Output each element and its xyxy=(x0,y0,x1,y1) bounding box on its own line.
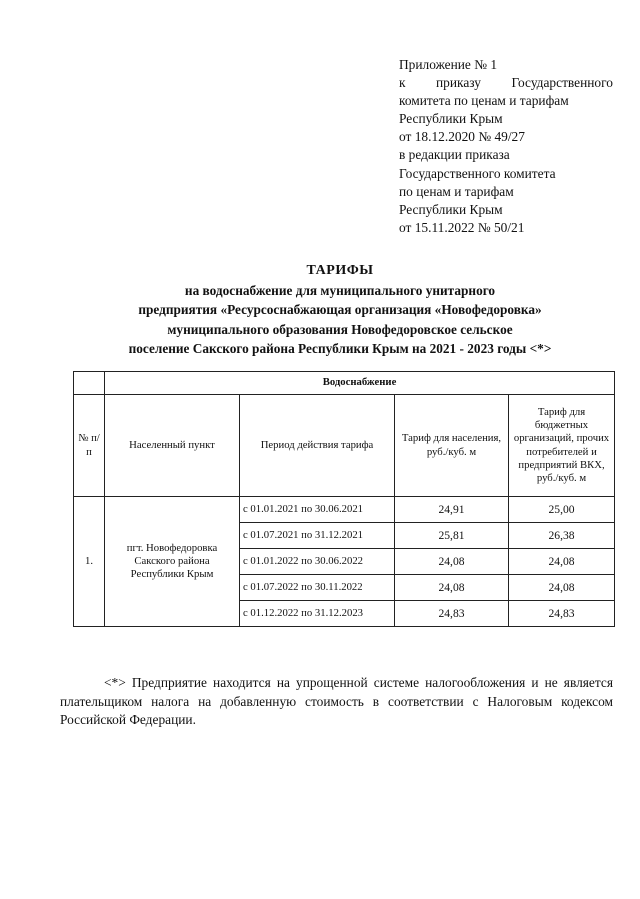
settlement-name: пгт. Новофедоровка Сакского района Республики Крым xyxy=(105,497,240,627)
budget-tariff-cell: 24,08 xyxy=(509,575,615,601)
table-header-row xyxy=(74,395,615,497)
title-line: предприятия «Ресурсоснабжающая организация «Новофедоровка» xyxy=(138,302,542,318)
population-tariff-cell: 25,81 xyxy=(395,523,509,549)
budget-tariff-cell: 24,83 xyxy=(509,601,615,627)
period-cell: с 01.12.2022 по 31.12.2023 xyxy=(240,601,395,627)
footnote: <*> Предприятие находится на упрощенной системе налогообложения и не является плательщиком налога на добавленную стоимость в соответствии с Налоговым кодексом Российской Федерации. xyxy=(60,675,613,727)
header-period: Период действия тарифа xyxy=(240,395,395,497)
population-tariff-cell: 24,91 xyxy=(395,497,509,523)
appendix-line: Государственного комитета xyxy=(399,165,556,181)
title-line: муниципального образования Новофедоровское сельское xyxy=(167,321,513,337)
title-line: поселение Сакского района Республики Крым на 2021 - 2023 годы <*> xyxy=(128,341,552,357)
header-place: Населенный пункт xyxy=(105,395,240,497)
period-cell: с 01.07.2021 по 31.12.2021 xyxy=(240,523,395,549)
tariffs-table xyxy=(73,371,615,627)
appendix-line: Республики Крым xyxy=(399,111,503,127)
appendix-line: от 18.12.2020 № 49/27 xyxy=(399,129,525,145)
budget-tariff-cell: 25,00 xyxy=(509,497,615,523)
budget-tariff-cell: 26,38 xyxy=(509,523,615,549)
appendix-block xyxy=(399,56,613,237)
table-row xyxy=(74,497,615,523)
appendix-line: к приказу Государственного xyxy=(399,75,613,91)
title-main: ТАРИФЫ xyxy=(306,263,374,278)
budget-tariff-cell: 24,08 xyxy=(509,549,615,575)
group-header-cell: Водоснабжение xyxy=(105,372,615,395)
title-line: на водоснабжение для муниципального унитарного xyxy=(184,282,496,298)
table-group-row xyxy=(74,372,615,395)
appendix-line: комитета по ценам и тарифам xyxy=(399,93,569,109)
row-number: 1. xyxy=(74,497,105,627)
header-population-tariff: Тариф для населения, руб./куб. м xyxy=(395,395,509,497)
header-empty-cell xyxy=(74,372,105,395)
appendix-line: Приложение № 1 xyxy=(399,57,498,72)
appendix-line: от 15.11.2022 № 50/21 xyxy=(399,219,525,235)
population-tariff-cell: 24,08 xyxy=(395,549,509,575)
period-cell: с 01.07.2022 по 30.11.2022 xyxy=(240,575,395,601)
appendix-line: в редакции приказа xyxy=(399,147,510,163)
period-cell: с 01.01.2021 по 30.06.2021 xyxy=(240,497,395,523)
population-tariff-cell: 24,83 xyxy=(395,601,509,627)
header-budget-tariff: Тариф для бюджетных организаций, прочих потребителей и предприятий ВКХ, руб./куб. м xyxy=(509,395,615,497)
header-num: № п/п xyxy=(74,395,105,497)
appendix-line: по ценам и тарифам xyxy=(399,183,514,199)
appendix-line: Республики Крым xyxy=(399,201,503,217)
document-title xyxy=(60,261,620,359)
period-cell: с 01.01.2022 по 30.06.2022 xyxy=(240,549,395,575)
population-tariff-cell: 24,08 xyxy=(395,575,509,601)
